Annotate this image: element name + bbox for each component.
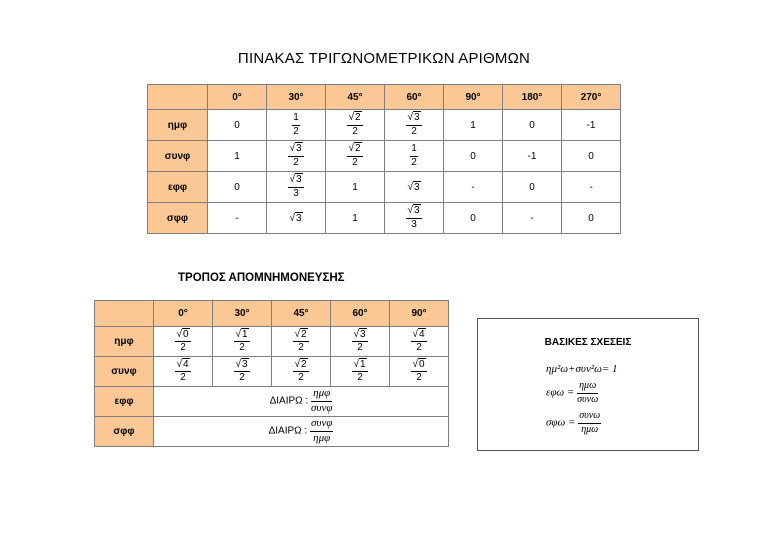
table-row bbox=[95, 357, 449, 387]
basic-relations-box bbox=[477, 318, 699, 451]
value-cell: -1 bbox=[562, 110, 621, 141]
cot-formula: σφω = $\frac{\text{συνω}}{\text{ημω}}$ bbox=[546, 410, 601, 435]
section-title: ΤΡΟΠΟΣ ΑΠΟΜΝΗΜΟΝΕΥΣΗΣ bbox=[178, 272, 345, 284]
page-title: ΠΙΝΑΚΑΣ ΤΡΙΓΩΝΟΜΕΤΡΙΚΩΝ ΑΡΙΘΜΩΝ bbox=[237, 50, 531, 67]
frac-num: 1 bbox=[292, 113, 300, 126]
value-cell: 0 bbox=[503, 172, 562, 203]
row-header: σφφ bbox=[95, 417, 154, 447]
value-cell: $\frac{√1}{2}$ bbox=[331, 357, 390, 387]
value-cell: $\frac{√1}{2}$ bbox=[213, 327, 272, 357]
value-cell: 0 bbox=[444, 203, 503, 234]
sqrt-icon: √2 bbox=[294, 358, 307, 370]
value-cell: 0 bbox=[208, 110, 267, 141]
header-cell: 90° bbox=[444, 85, 503, 110]
value-cell: $\frac{√3}{2}$ bbox=[331, 327, 390, 357]
division-rule-cell: ΔΙΑΙΡΩ : $\frac{\text{ημφ}}{\text{συνφ}}$ bbox=[154, 387, 449, 417]
value-cell: - bbox=[562, 172, 621, 203]
header-cell: 0° bbox=[208, 85, 267, 110]
header-cell: 30° bbox=[267, 85, 326, 110]
table-row bbox=[148, 141, 621, 172]
value-cell: $\frac{√2}{2}$ bbox=[272, 357, 331, 387]
table-header-row bbox=[148, 85, 621, 110]
value-cell: $\frac{√3}{3}$ bbox=[267, 172, 326, 203]
header-cell: 60° bbox=[331, 301, 390, 327]
table-row bbox=[95, 387, 449, 417]
row-header: ημφ bbox=[95, 327, 154, 357]
value-cell: - bbox=[503, 203, 562, 234]
value-cell: $\frac{√0}{2}$ bbox=[154, 327, 213, 357]
value-cell: - bbox=[444, 172, 503, 203]
row-header: ημφ bbox=[148, 110, 208, 141]
value-cell: 1 bbox=[326, 172, 385, 203]
table-row bbox=[95, 327, 449, 357]
box-title: ΒΑΣΙΚΕΣ ΣΧΕΣΕΙΣ bbox=[544, 337, 632, 348]
tan-formula: εφω = $\frac{\text{ημω}}{\text{συνω}}$ bbox=[546, 380, 599, 405]
sqrt-icon: √3 bbox=[407, 181, 420, 193]
sqrt-icon: √2 bbox=[348, 143, 361, 154]
table-header-row bbox=[95, 301, 449, 327]
value-cell: $\frac{√2}{2}$ bbox=[326, 110, 385, 141]
header-cell: 60° bbox=[385, 85, 444, 110]
sqrt-icon: √4 bbox=[412, 328, 425, 340]
row-header: συνφ bbox=[148, 141, 208, 172]
value-cell: $\frac{√0}{2}$ bbox=[390, 357, 449, 387]
sqrt-icon: √4 bbox=[176, 358, 189, 370]
header-cell: 0° bbox=[154, 301, 213, 327]
value-cell: $\frac{√2}{2}$ bbox=[272, 327, 331, 357]
value-cell: $\frac{1}{2}$ bbox=[385, 141, 444, 172]
row-header: συνφ bbox=[95, 357, 154, 387]
header-cell: 30° bbox=[213, 301, 272, 327]
value-cell: $\frac{√4}{2}$ bbox=[390, 327, 449, 357]
value-cell: 0 bbox=[562, 141, 621, 172]
table-row bbox=[148, 110, 621, 141]
value-cell bbox=[267, 203, 326, 234]
table-row bbox=[148, 203, 621, 234]
value-cell: 1 bbox=[444, 110, 503, 141]
memorization-table bbox=[94, 300, 449, 447]
sqrt-icon: √3 bbox=[407, 112, 420, 123]
sqrt-icon: √2 bbox=[294, 328, 307, 340]
header-cell: 90° bbox=[390, 301, 449, 327]
value-cell: 1 bbox=[326, 203, 385, 234]
sqrt-icon: √1 bbox=[235, 328, 248, 340]
sqrt-icon: √3 bbox=[289, 143, 302, 154]
sqrt-icon: √0 bbox=[176, 328, 189, 340]
value-cell: -1 bbox=[503, 141, 562, 172]
sqrt-icon: √3 bbox=[289, 212, 302, 224]
sqrt-icon: √2 bbox=[348, 112, 361, 123]
division-rule-cell: ΔΙΑΙΡΩ : $\frac{\text{συνφ}}{\text{ημφ}}$ bbox=[154, 417, 449, 447]
sqrt-icon: √3 bbox=[407, 205, 420, 216]
frac-den: 2 bbox=[293, 125, 299, 137]
table-row bbox=[95, 417, 449, 447]
value-cell: $\frac{√3}{3}$ bbox=[385, 203, 444, 234]
value-cell: $\frac{√2}{2}$ bbox=[326, 141, 385, 172]
division-label: ΔΙΑΙΡΩ : bbox=[269, 396, 309, 407]
value-cell: $\frac{√3}{2}$ bbox=[267, 141, 326, 172]
value-cell bbox=[267, 110, 326, 141]
header-cell: 180° bbox=[503, 85, 562, 110]
table-row bbox=[148, 172, 621, 203]
header-cell: 270° bbox=[562, 85, 621, 110]
row-header: εφφ bbox=[148, 172, 208, 203]
division-label: ΔΙΑΙΡΩ : bbox=[268, 426, 308, 437]
value-cell: 0 bbox=[208, 172, 267, 203]
sqrt-icon: √3 bbox=[289, 174, 302, 185]
value-cell bbox=[385, 172, 444, 203]
value-cell: 0 bbox=[562, 203, 621, 234]
value-cell: $\frac{√4}{2}$ bbox=[154, 357, 213, 387]
identity-formula: ημ²ω+συν²ω= 1 bbox=[546, 363, 618, 375]
corner-cell bbox=[95, 301, 154, 327]
value-cell: 1 bbox=[208, 141, 267, 172]
value-cell: 0 bbox=[444, 141, 503, 172]
value-cell: $\frac{√3}{2}$ bbox=[385, 110, 444, 141]
value-cell: $\frac{√3}{2}$ bbox=[213, 357, 272, 387]
sqrt-icon: √3 bbox=[235, 358, 248, 370]
value-cell: 0 bbox=[503, 110, 562, 141]
sqrt-icon: √3 bbox=[353, 328, 366, 340]
header-cell: 45° bbox=[326, 85, 385, 110]
row-header: σφφ bbox=[148, 203, 208, 234]
sqrt-icon: √0 bbox=[412, 358, 425, 370]
corner-cell bbox=[148, 85, 208, 110]
sqrt-icon: √1 bbox=[353, 358, 366, 370]
header-cell: 45° bbox=[272, 301, 331, 327]
trig-values-table bbox=[147, 84, 621, 234]
value-cell: - bbox=[208, 203, 267, 234]
row-header: εφφ bbox=[95, 387, 154, 417]
